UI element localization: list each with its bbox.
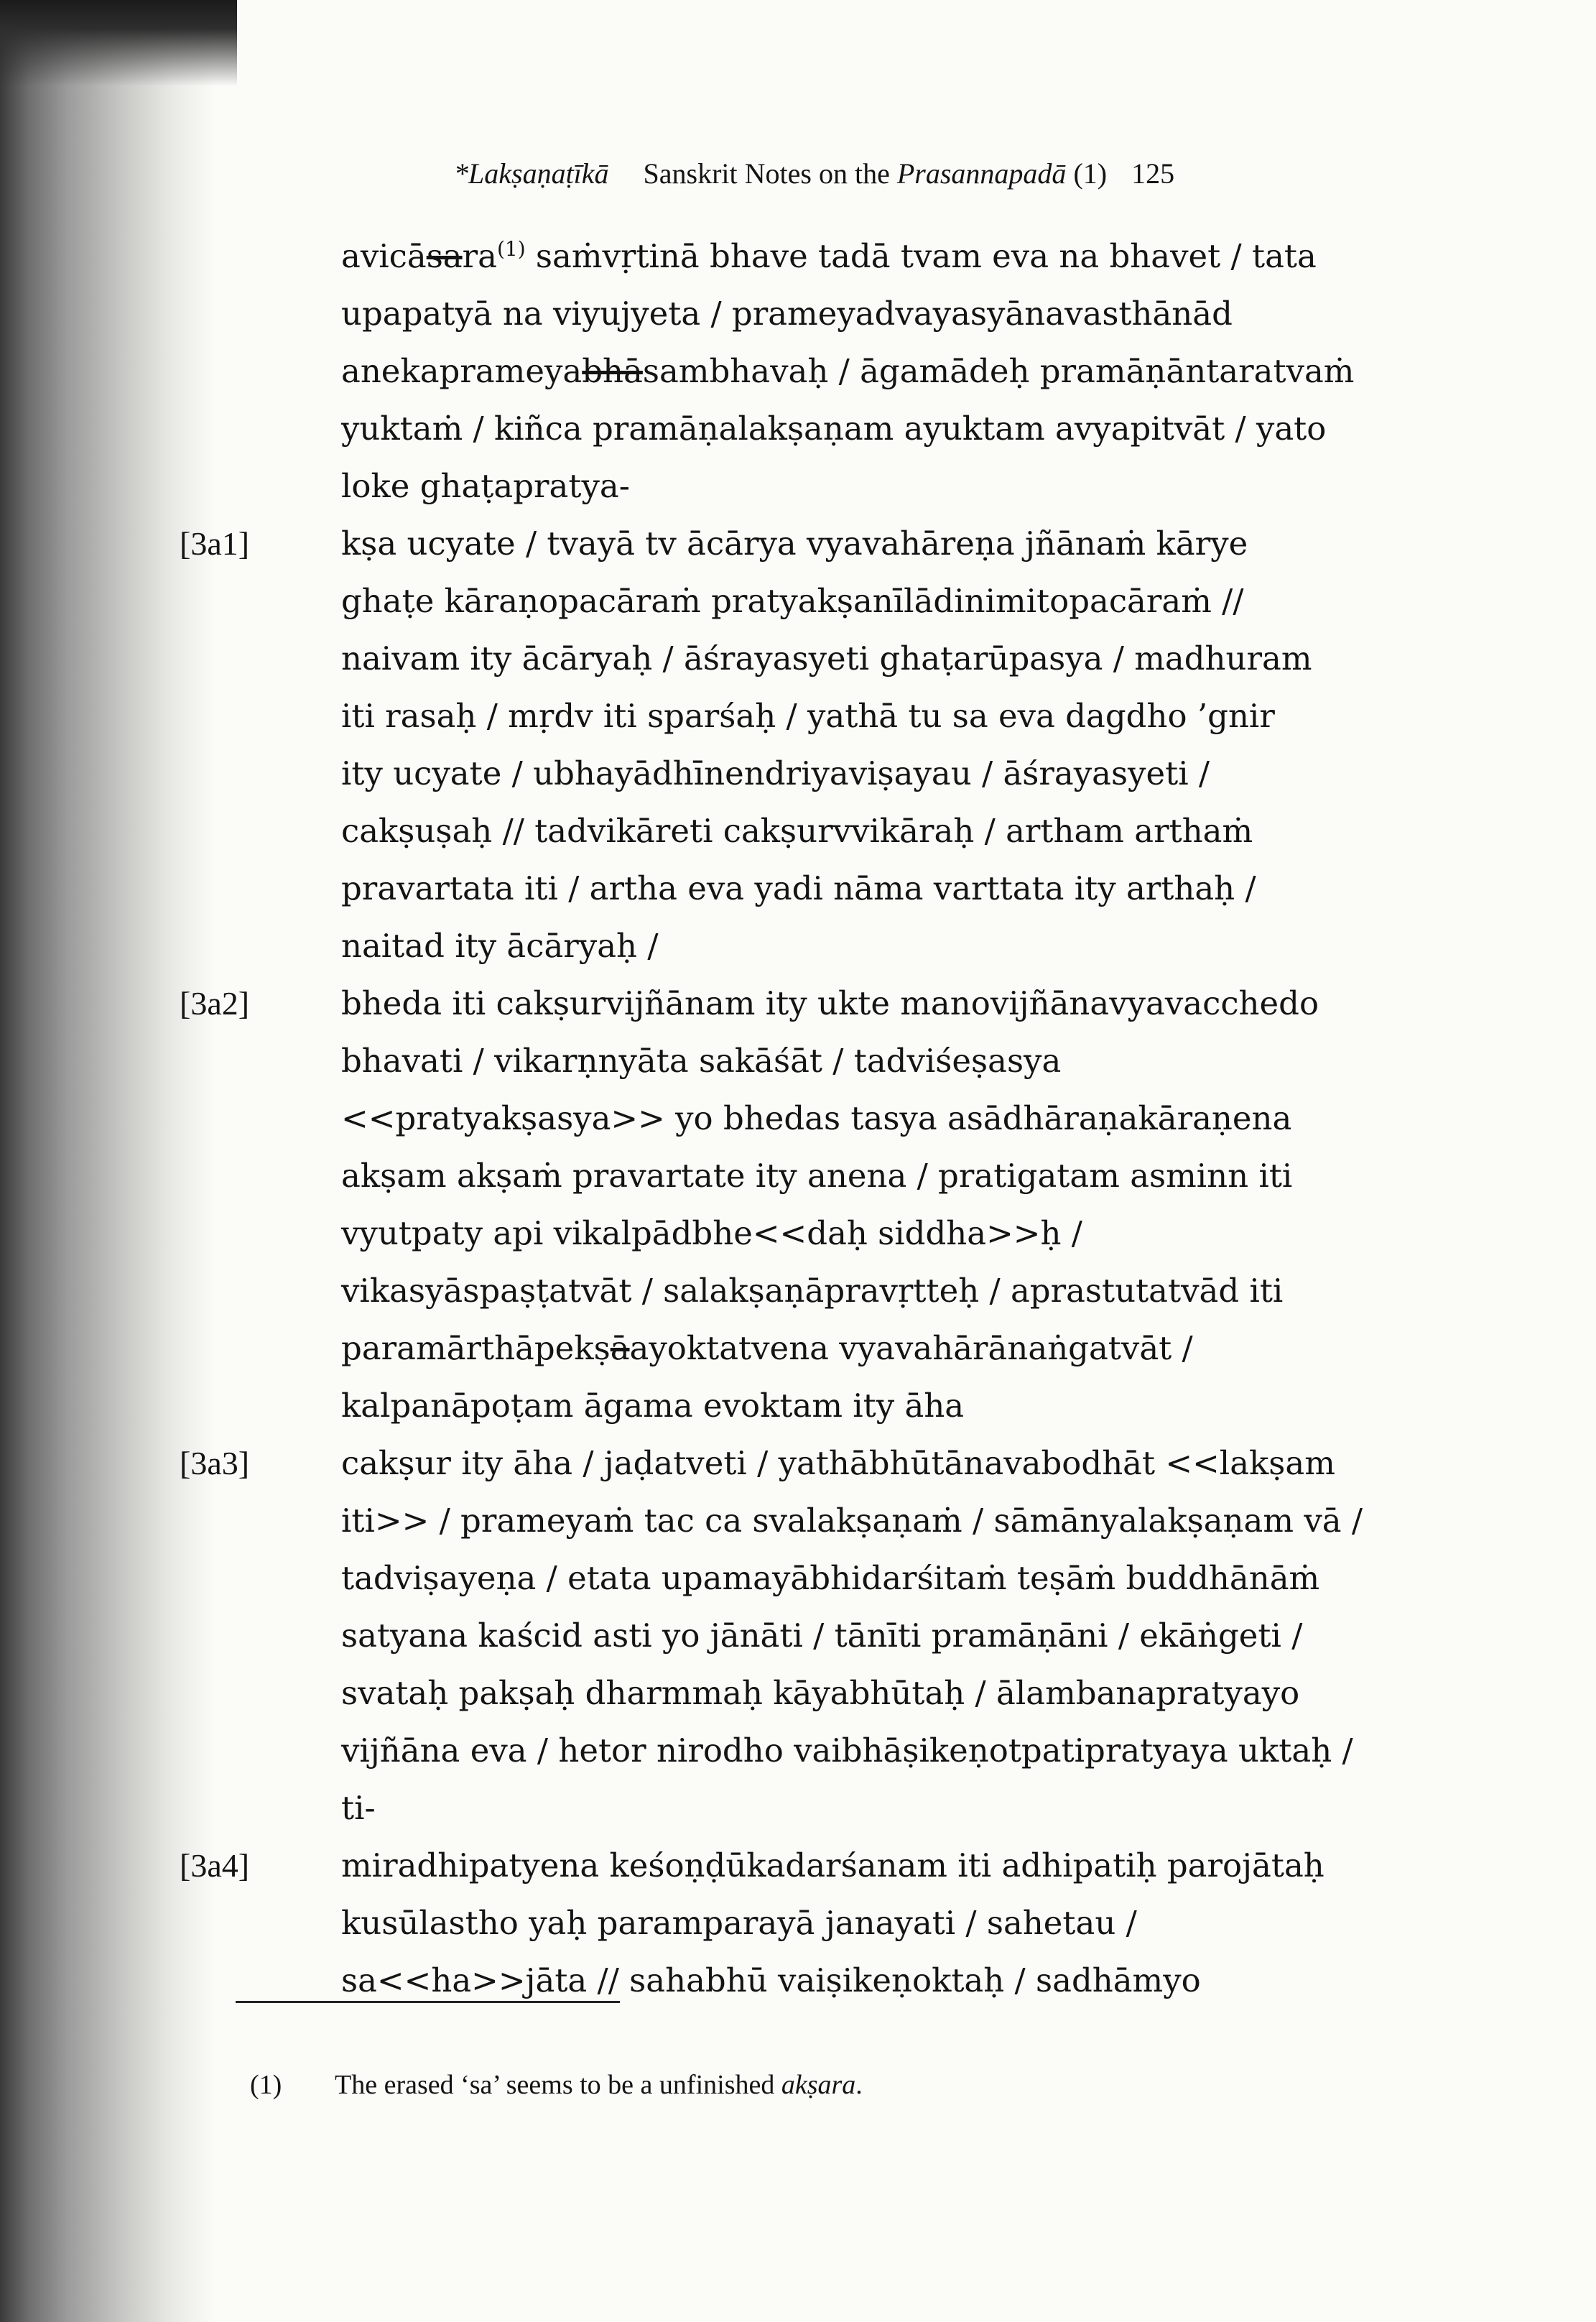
- text-line: [341, 1329, 1193, 1367]
- text-fragment: avicā: [341, 237, 427, 275]
- text-fragment: anekaprameya: [341, 352, 583, 390]
- text-line: iti rasaḥ / mṛdv iti sparśaḥ / yathā tu sa eva dagdho ’gnir: [341, 697, 1275, 735]
- text-line: satyana kaścid asti yo jānāti / tānīti pramāṇāni / ekāṅgeti /: [341, 1616, 1303, 1655]
- footnote-italic: akṣara: [781, 2070, 856, 2100]
- folio-marker: [3a4]: [180, 1847, 250, 1884]
- header-subtitle-text: Sanskrit Notes on the: [643, 157, 897, 190]
- header-subtitle-italic: Prasannapadā: [896, 157, 1067, 190]
- text-line: yuktaṁ / kiñca pramāṇalakṣaṇam ayuktam avyapitvāt / yato: [341, 410, 1327, 448]
- text-line: vijñāna eva / hetor nirodho vaibhāṣikeṇotpatipratyaya uktaḥ /: [341, 1731, 1353, 1770]
- text-line: kusūlastho yaḥ paramparayā janayati / sahetau /: [341, 1904, 1137, 1942]
- book-corner-shadow: [0, 0, 237, 86]
- running-header: [454, 157, 1316, 190]
- footnote-text: The erased ‘sa’ seems to be a unfinished: [335, 2070, 781, 2100]
- text-line: [341, 352, 1354, 390]
- text-line: miradhipatyena keśoṇḍūkadarśanam iti adhipatiḥ parojātaḥ: [341, 1846, 1324, 1884]
- erased-text: bhā: [582, 352, 643, 390]
- text-fragment: ayoktatvena vyavahārānaṅgatvāt /: [629, 1329, 1193, 1367]
- page-number: 125: [1131, 157, 1175, 190]
- text-line: <<pratyakṣasya>> yo bhedas tasya asādhāraṇakāraṇena: [341, 1099, 1292, 1137]
- text-line: tadviṣayeṇa / etata upamayābhidarśitaṁ teṣāṁ buddhānāṁ: [341, 1559, 1320, 1597]
- footnote-number: (1): [250, 2070, 282, 2100]
- footnote-ref: (1): [496, 237, 526, 261]
- text-line: ity ucyate / ubhayādhīnendriyaviṣayau / āśrayasyeti /: [341, 754, 1210, 792]
- text-line: kalpanāpoṭam āgama evoktam ity āha: [341, 1387, 965, 1425]
- erased-text: sa: [426, 237, 463, 275]
- text-line: naivam ity ācāryaḥ / āśrayasyeti ghaṭarūpasya / madhuram: [341, 639, 1312, 677]
- text-line: [341, 237, 1317, 275]
- header-title: *Lakṣaṇaṭīkā: [454, 157, 609, 190]
- text-line: cakṣur ity āha / jaḍatveti / yathābhūtānavabodhāt <<lakṣam: [341, 1444, 1335, 1482]
- text-fragment: paramārthāpekṣ: [341, 1329, 611, 1367]
- text-line: kṣa ucyate / tvayā tv ācārya vyavahāreṇa jñānaṁ kārye: [341, 524, 1248, 563]
- text-line: akṣam akṣaṁ pravartate ity anena / pratigatam asminn iti: [341, 1157, 1293, 1195]
- text-line: svataḥ pakṣaḥ dharmmaḥ kāyabhūtaḥ / ālambanapratyayo: [341, 1674, 1300, 1712]
- erased-text: ā: [610, 1329, 630, 1367]
- text-line: cakṣuṣaḥ // tadvikāreti cakṣurvvikāraḥ / artham arthaṁ: [341, 812, 1253, 850]
- text-line: iti>> / prameyaṁ tac ca svalakṣaṇaṁ / sāmānyalakṣaṇam vā /: [341, 1502, 1363, 1540]
- header-subtitle: [644, 157, 1108, 190]
- footnote: [250, 2069, 863, 2101]
- folio-marker: [3a1]: [180, 525, 250, 562]
- footnote-end: .: [855, 2070, 863, 2100]
- book-gutter-shadow: [0, 0, 215, 2322]
- text-line: ghaṭe kāraṇopacāraṁ pratyakṣanīlādinimitopacāraṁ //: [341, 582, 1244, 620]
- text-line: bheda iti cakṣurvijñānam ity ukte manovijñānavyavacchedo: [341, 984, 1319, 1022]
- text-line: naitad ity ācāryaḥ /: [341, 927, 659, 965]
- footnote-divider: [236, 2001, 620, 2003]
- text-line: bhavati / vikarṇnyāta sakāśāt / tadviśeṣasya: [341, 1042, 1062, 1080]
- text-line: vikasyāspaṣṭatvāt / salakṣaṇāpravṛtteḥ / aprastutatvād iti: [341, 1272, 1284, 1310]
- text-line: loke ghaṭapratya-: [341, 467, 630, 505]
- text-line: sa<<ha>>jāta // sahabhū vaiṣikeṇoktaḥ / sadhāmyo: [341, 1961, 1201, 1999]
- text-fragment: ra: [462, 237, 497, 275]
- text-line: ti-: [341, 1789, 376, 1827]
- text-fragment: sambhavaḥ / āgamādeḥ pramāṇāntaratvaṁ: [642, 352, 1355, 390]
- header-subtitle-suffix: (1): [1066, 157, 1108, 190]
- text-fragment: saṁvṛtinā bhave tadā tvam eva na bhavet / tata: [525, 237, 1317, 275]
- text-line: upapatyā na viyujyeta / prameyadvayasyānavasthānād: [341, 295, 1233, 333]
- folio-marker: [3a3]: [180, 1445, 250, 1481]
- text-line: vyutpaty api vikalpādbhe<<daḥ siddha>>ḥ /: [341, 1214, 1082, 1252]
- text-line: pravartata iti / artha eva yadi nāma varttata ity arthaḥ /: [341, 869, 1256, 907]
- folio-marker: [3a2]: [180, 985, 250, 1022]
